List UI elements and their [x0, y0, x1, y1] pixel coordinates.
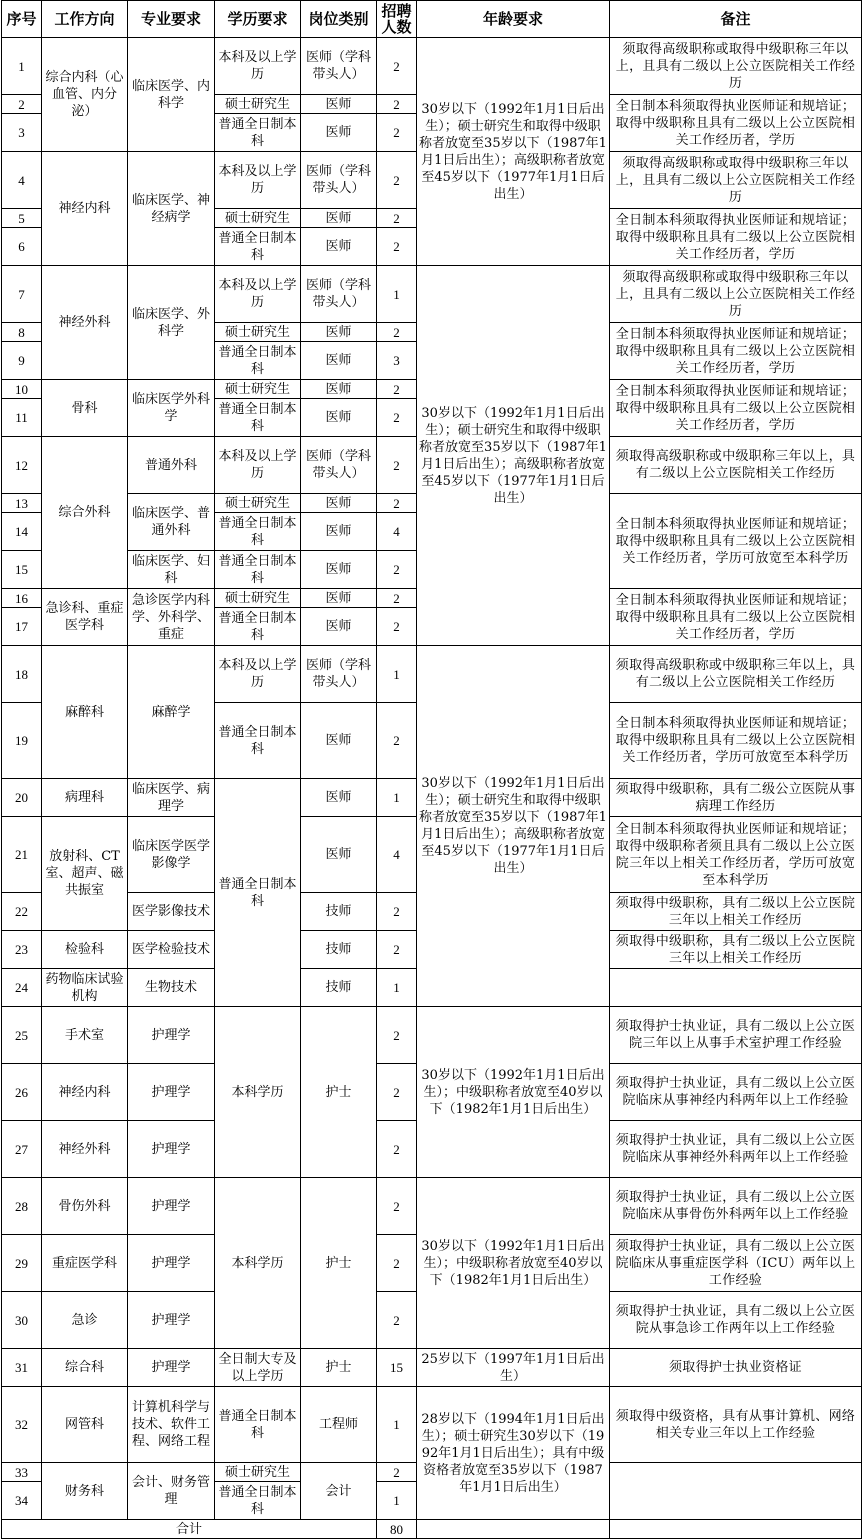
row-no: 23: [2, 931, 42, 969]
major-cell: 临床医学、病理学: [128, 779, 215, 817]
edu-cell: 普通全日制本科: [215, 551, 301, 589]
dept-cell: 综合内科（心血管、内分泌）: [42, 38, 128, 152]
count-cell: 2: [377, 551, 417, 589]
row-no: 1: [2, 38, 42, 95]
count-cell: 2: [377, 114, 417, 152]
note-cell: 全日制本科须取得执业医师证和规培证；取得中级职称且具有二级以上公立医院相关工作经历者，学历: [610, 209, 862, 266]
edu-cell: 本科及以上学历: [215, 437, 301, 494]
header-note: 备注: [610, 1, 862, 38]
note-cell: 须取得中级职称，具有二级公立医院从事病理工作经历: [610, 779, 862, 817]
edu-cell: 硕士研究生: [215, 589, 301, 608]
count-cell: 2: [377, 152, 417, 209]
note-cell: 须取得中级职称，具有二级以上公立医院三年以上相关工作经历: [610, 893, 862, 931]
dept-cell: 检验科: [42, 931, 128, 969]
post-cell: 技师: [301, 931, 377, 969]
post-cell: 医师: [301, 323, 377, 342]
age-cell: 30岁以下（1992年1月1日后出生）；中级职称者放宽至40岁以下（1982年1月1日后出生）: [417, 1007, 610, 1178]
post-cell: 医师: [301, 95, 377, 114]
major-cell: 护理学: [128, 1064, 215, 1121]
count-cell: 2: [377, 589, 417, 608]
row-no: 18: [2, 646, 42, 703]
post-cell: 医师（学科带头人）: [301, 38, 377, 95]
edu-cell: 普通全日制本科: [215, 114, 301, 152]
edu-cell: 硕士研究生: [215, 209, 301, 228]
table-row: [2, 1007, 862, 1064]
header-age: 年龄要求: [417, 1, 610, 38]
row-no: 22: [2, 893, 42, 931]
dept-cell: 药物临床试验机构: [42, 969, 128, 1007]
major-cell: 临床医学医学影像学: [128, 817, 215, 893]
major-cell: 护理学: [128, 1007, 215, 1064]
total-count: 80: [377, 1520, 417, 1539]
edu-cell: 本科及以上学历: [215, 266, 301, 323]
count-cell: 2: [377, 1178, 417, 1235]
count-cell: 15: [377, 1349, 417, 1387]
post-cell: 医师: [301, 703, 377, 779]
row-no: 19: [2, 703, 42, 779]
major-cell: 急诊医学内科学、外科学、重症: [128, 589, 215, 646]
note-cell: 须取得高级职称或取得中级职称三年以上，且具有二级以上公立医院相关工作经历: [610, 152, 862, 209]
row-no: 9: [2, 342, 42, 380]
row-no: 32: [2, 1387, 42, 1463]
note-cell: 须取得高级职称或中级职称三年以上，具有二级以上公立医院相关工作经历: [610, 646, 862, 703]
row-no: 14: [2, 513, 42, 551]
age-cell: 25岁以下（1997年1月1日后出生）: [417, 1349, 610, 1387]
post-cell: 会计: [301, 1463, 377, 1520]
edu-cell: 普通全日制本科: [215, 1482, 301, 1520]
note-cell: 全日制本科须取得执业医师证和规培证；取得中级职称且具有二级以上公立医院相关工作经历者，学历: [610, 380, 862, 437]
dept-cell: 放射科、CT室、超声、磁共振室: [42, 817, 128, 931]
row-no: 13: [2, 494, 42, 513]
edu-cell: 普通全日制本科: [215, 342, 301, 380]
note-cell: 全日制本科须取得执业医师证和规培证；取得中级职称者须且具有二级以上公立医院三年以上相关工作经历者，学历可放宽至本科学历: [610, 817, 862, 893]
table-row: [2, 1349, 862, 1387]
total-label: 合计: [2, 1520, 377, 1539]
row-no: 17: [2, 608, 42, 646]
age-cell: 30岁以下（1992年1月1日后出生）；硕士研究生和取得中级职称者放宽至35岁以下（1987年1月1日后出生）；高级职称者放宽至45岁以下（1977年1月1日后出生）: [417, 646, 610, 1007]
dept-cell: 综合外科: [42, 437, 128, 589]
post-cell: 医师: [301, 380, 377, 399]
dept-cell: 网管科: [42, 1387, 128, 1463]
row-no: 25: [2, 1007, 42, 1064]
count-cell: 2: [377, 95, 417, 114]
dept-cell: 神经外科: [42, 266, 128, 380]
dept-cell: 骨科: [42, 380, 128, 437]
count-cell: 1: [377, 646, 417, 703]
edu-cell: 普通全日制本科: [215, 608, 301, 646]
note-cell: [610, 969, 862, 1007]
post-cell: 医师: [301, 342, 377, 380]
note-cell: 须取得中级职称，具有二级以上公立医院三年以上相关工作经历: [610, 931, 862, 969]
row-no: 11: [2, 399, 42, 437]
row-no: 6: [2, 228, 42, 266]
count-cell: 2: [377, 38, 417, 95]
row-no: 4: [2, 152, 42, 209]
note-cell: 须取得护士执业资格证: [610, 1349, 862, 1387]
post-cell: 医师: [301, 513, 377, 551]
note-cell: 须取得护士执业证，具有二级以上公立医院临床从事神经内科两年以上工作经验: [610, 1064, 862, 1121]
count-cell: 2: [377, 1121, 417, 1178]
major-cell: 医学影像技术: [128, 893, 215, 931]
post-cell: 工程师: [301, 1387, 377, 1463]
dept-cell: 综合科: [42, 1349, 128, 1387]
major-cell: 护理学: [128, 1121, 215, 1178]
note-cell: 全日制本科须取得执业医师证和规培证；取得中级职称且具有二级以上公立医院相关工作经历者，学历: [610, 323, 862, 380]
count-cell: 2: [377, 703, 417, 779]
post-cell: 技师: [301, 969, 377, 1007]
count-cell: 2: [377, 380, 417, 399]
row-no: 33: [2, 1463, 42, 1482]
note-cell: 全日制本科须取得执业医师证和规培证；取得中级职称且具有二级以上公立医院相关工作经历者，学历: [610, 589, 862, 646]
age-cell: 30岁以下（1992年1月1日后出生）；硕士研究生和取得中级职称者放宽至35岁以下（1987年1月1日后出生）；高级职称者放宽至45岁以下（1977年1月1日后出生）: [417, 266, 610, 646]
dept-cell: 病理科: [42, 779, 128, 817]
count-cell: 4: [377, 817, 417, 893]
dept-cell: 财务科: [42, 1463, 128, 1520]
row-no: 34: [2, 1482, 42, 1520]
table-row: [2, 1178, 862, 1235]
major-cell: 临床医学、外科学: [128, 266, 215, 380]
count-cell: 2: [377, 1292, 417, 1349]
header-major: 专业要求: [128, 1, 215, 38]
major-cell: 临床医学、神经病学: [128, 152, 215, 266]
header-edu: 学历要求: [215, 1, 301, 38]
count-cell: 2: [377, 209, 417, 228]
dept-cell: 急诊: [42, 1292, 128, 1349]
major-cell: 会计、财务管理: [128, 1463, 215, 1520]
edu-cell: 普通全日制本科: [215, 703, 301, 779]
post-cell: 医师: [301, 209, 377, 228]
recruitment-table: [1, 0, 862, 1539]
count-cell: 2: [377, 893, 417, 931]
count-cell: 2: [377, 1463, 417, 1482]
count-cell: 1: [377, 969, 417, 1007]
note-cell: [610, 1463, 862, 1520]
major-cell: 临床医学、妇科: [128, 551, 215, 589]
count-cell: 2: [377, 228, 417, 266]
post-cell: 医师: [301, 228, 377, 266]
edu-cell: 普通全日制本科: [215, 399, 301, 437]
dept-cell: 手术室: [42, 1007, 128, 1064]
post-cell: 医师: [301, 551, 377, 589]
edu-cell: 普通全日制本科: [215, 779, 301, 1007]
post-cell: 护士: [301, 1007, 377, 1178]
row-no: 10: [2, 380, 42, 399]
count-cell: 2: [377, 608, 417, 646]
count-cell: 4: [377, 513, 417, 551]
note-cell: 须取得护士执业证，具有二级以上公立医院临床从事骨伤外科两年以上工作经验: [610, 1178, 862, 1235]
post-cell: 医师: [301, 399, 377, 437]
row-no: 30: [2, 1292, 42, 1349]
table-row: [2, 1387, 862, 1463]
count-cell: 1: [377, 1482, 417, 1520]
note-cell: 全日制本科须取得执业医师证和规培证；取得中级职称且具有二级以上公立医院相关工作经历者，学历可放宽至本科学历: [610, 703, 862, 779]
major-cell: 普通外科: [128, 437, 215, 494]
dept-cell: 急诊科、重症医学科: [42, 589, 128, 646]
edu-cell: 硕士研究生: [215, 380, 301, 399]
major-cell: 护理学: [128, 1292, 215, 1349]
row-no: 2: [2, 95, 42, 114]
dept-cell: 骨伤外科: [42, 1178, 128, 1235]
header-post: 岗位类别: [301, 1, 377, 38]
edu-cell: 普通全日制本科: [215, 228, 301, 266]
note-cell: 须取得护士执业证，具有二级以上公立医院从事急诊工作两年以上工作经验: [610, 1292, 862, 1349]
edu-cell: 硕士研究生: [215, 494, 301, 513]
edu-cell: 硕士研究生: [215, 1463, 301, 1482]
dept-cell: 重症医学科: [42, 1235, 128, 1292]
post-cell: 护士: [301, 1349, 377, 1387]
header-row: [2, 1, 862, 38]
header-count: 招聘人数: [377, 1, 417, 38]
post-cell: 医师: [301, 114, 377, 152]
row-no: 31: [2, 1349, 42, 1387]
edu-cell: 本科学历: [215, 1007, 301, 1178]
post-cell: 医师（学科带头人）: [301, 437, 377, 494]
count-cell: 2: [377, 931, 417, 969]
note-cell: 须取得高级职称或中级职称三年以上，具有二级以上公立医院相关工作经历: [610, 437, 862, 494]
edu-cell: 本科及以上学历: [215, 646, 301, 703]
dept-cell: 麻醉科: [42, 646, 128, 779]
count-cell: 1: [377, 266, 417, 323]
note-cell: 全日制本科须取得执业医师证和规培证；取得中级职称且具有二级以上公立医院相关工作经历者，学历: [610, 95, 862, 152]
row-no: 5: [2, 209, 42, 228]
major-cell: 生物技术: [128, 969, 215, 1007]
row-no: 26: [2, 1064, 42, 1121]
count-cell: 2: [377, 1064, 417, 1121]
row-no: 29: [2, 1235, 42, 1292]
total-note-empty: [610, 1520, 862, 1539]
row-no: 8: [2, 323, 42, 342]
note-cell: 须取得护士执业证，具有二级以上公立医院临床从事神经外科两年以上工作经验: [610, 1121, 862, 1178]
post-cell: 医师: [301, 494, 377, 513]
count-cell: 2: [377, 323, 417, 342]
post-cell: 医师: [301, 589, 377, 608]
row-no: 15: [2, 551, 42, 589]
note-cell: 须取得护士执业证，具有二级以上公立医院三年以上从事手术室护理工作经验: [610, 1007, 862, 1064]
post-cell: 医师: [301, 817, 377, 893]
age-cell: 28岁以下（1994年1月1日后出生）；硕士研究生30岁以下（1992年1月1日后出生）；具有中级资格者放宽至35岁以下（1987年1月1日后出生）: [417, 1387, 610, 1520]
age-cell: 30岁以下（1992年1月1日后出生）；中级职称者放宽至40岁以下（1982年1月1日后出生）: [417, 1178, 610, 1349]
note-cell: 须取得中级资格，具有从事计算机、网络相关专业三年以上工作经验: [610, 1387, 862, 1463]
post-cell: 医师（学科带头人）: [301, 152, 377, 209]
edu-cell: 本科及以上学历: [215, 38, 301, 95]
row-no: 28: [2, 1178, 42, 1235]
total-row: [2, 1520, 862, 1539]
row-no: 12: [2, 437, 42, 494]
edu-cell: 普通全日制本科: [215, 1387, 301, 1463]
post-cell: 医师（学科带头人）: [301, 646, 377, 703]
major-cell: 计算机科学与技术、软件工程、网络工程: [128, 1387, 215, 1463]
row-no: 27: [2, 1121, 42, 1178]
dept-cell: 神经内科: [42, 1064, 128, 1121]
count-cell: 1: [377, 779, 417, 817]
edu-cell: 本科及以上学历: [215, 152, 301, 209]
table-row: [2, 266, 862, 323]
count-cell: 2: [377, 494, 417, 513]
major-cell: 护理学: [128, 1235, 215, 1292]
note-cell: 须取得护士执业证，具有二级以上公立医院临床从事重症医学科（ICU）两年以上工作经验: [610, 1235, 862, 1292]
age-cell: 30岁以下（1992年1月1日后出生）；硕士研究生和取得中级职称者放宽至35岁以下（1987年1月1日后出生）；高级职称者放宽至45岁以下（1977年1月1日后出生）: [417, 38, 610, 266]
count-cell: 3: [377, 342, 417, 380]
edu-cell: 硕士研究生: [215, 95, 301, 114]
row-no: 7: [2, 266, 42, 323]
count-cell: 1: [377, 1387, 417, 1463]
major-cell: 临床医学、内科学: [128, 38, 215, 152]
table-row: [2, 646, 862, 703]
count-cell: 2: [377, 437, 417, 494]
header-dept: 工作方向: [42, 1, 128, 38]
major-cell: 临床医学外科学: [128, 380, 215, 437]
post-cell: 医师: [301, 779, 377, 817]
count-cell: 2: [377, 1007, 417, 1064]
note-cell: 须取得高级职称或取得中级职称三年以上，且具有二级以上公立医院相关工作经历: [610, 38, 862, 95]
total-age-empty: [417, 1520, 610, 1539]
note-cell: 须取得高级职称或取得中级职称三年以上，且具有二级以上公立医院相关工作经历: [610, 266, 862, 323]
post-cell: 技师: [301, 893, 377, 931]
dept-cell: 神经内科: [42, 152, 128, 266]
row-no: 24: [2, 969, 42, 1007]
count-cell: 2: [377, 399, 417, 437]
post-cell: 护士: [301, 1178, 377, 1349]
major-cell: 临床医学、普通外科: [128, 494, 215, 551]
major-cell: 麻醉学: [128, 646, 215, 779]
edu-cell: 普通全日制本科: [215, 513, 301, 551]
row-no: 3: [2, 114, 42, 152]
post-cell: 医师: [301, 608, 377, 646]
row-no: 20: [2, 779, 42, 817]
dept-cell: 神经外科: [42, 1121, 128, 1178]
row-no: 21: [2, 817, 42, 893]
edu-cell: 硕士研究生: [215, 323, 301, 342]
note-cell: 全日制本科须取得执业医师证和规培证；取得中级职称且具有二级以上公立医院相关工作经历者，学历可放宽至本科学历: [610, 494, 862, 589]
header-no: 序号: [2, 1, 42, 38]
row-no: 16: [2, 589, 42, 608]
edu-cell: 本科学历: [215, 1178, 301, 1349]
major-cell: 护理学: [128, 1349, 215, 1387]
edu-cell: 全日制大专及以上学历: [215, 1349, 301, 1387]
major-cell: 护理学: [128, 1178, 215, 1235]
table-row: [2, 38, 862, 95]
count-cell: 2: [377, 1235, 417, 1292]
post-cell: 医师（学科带头人）: [301, 266, 377, 323]
major-cell: 医学检验技术: [128, 931, 215, 969]
